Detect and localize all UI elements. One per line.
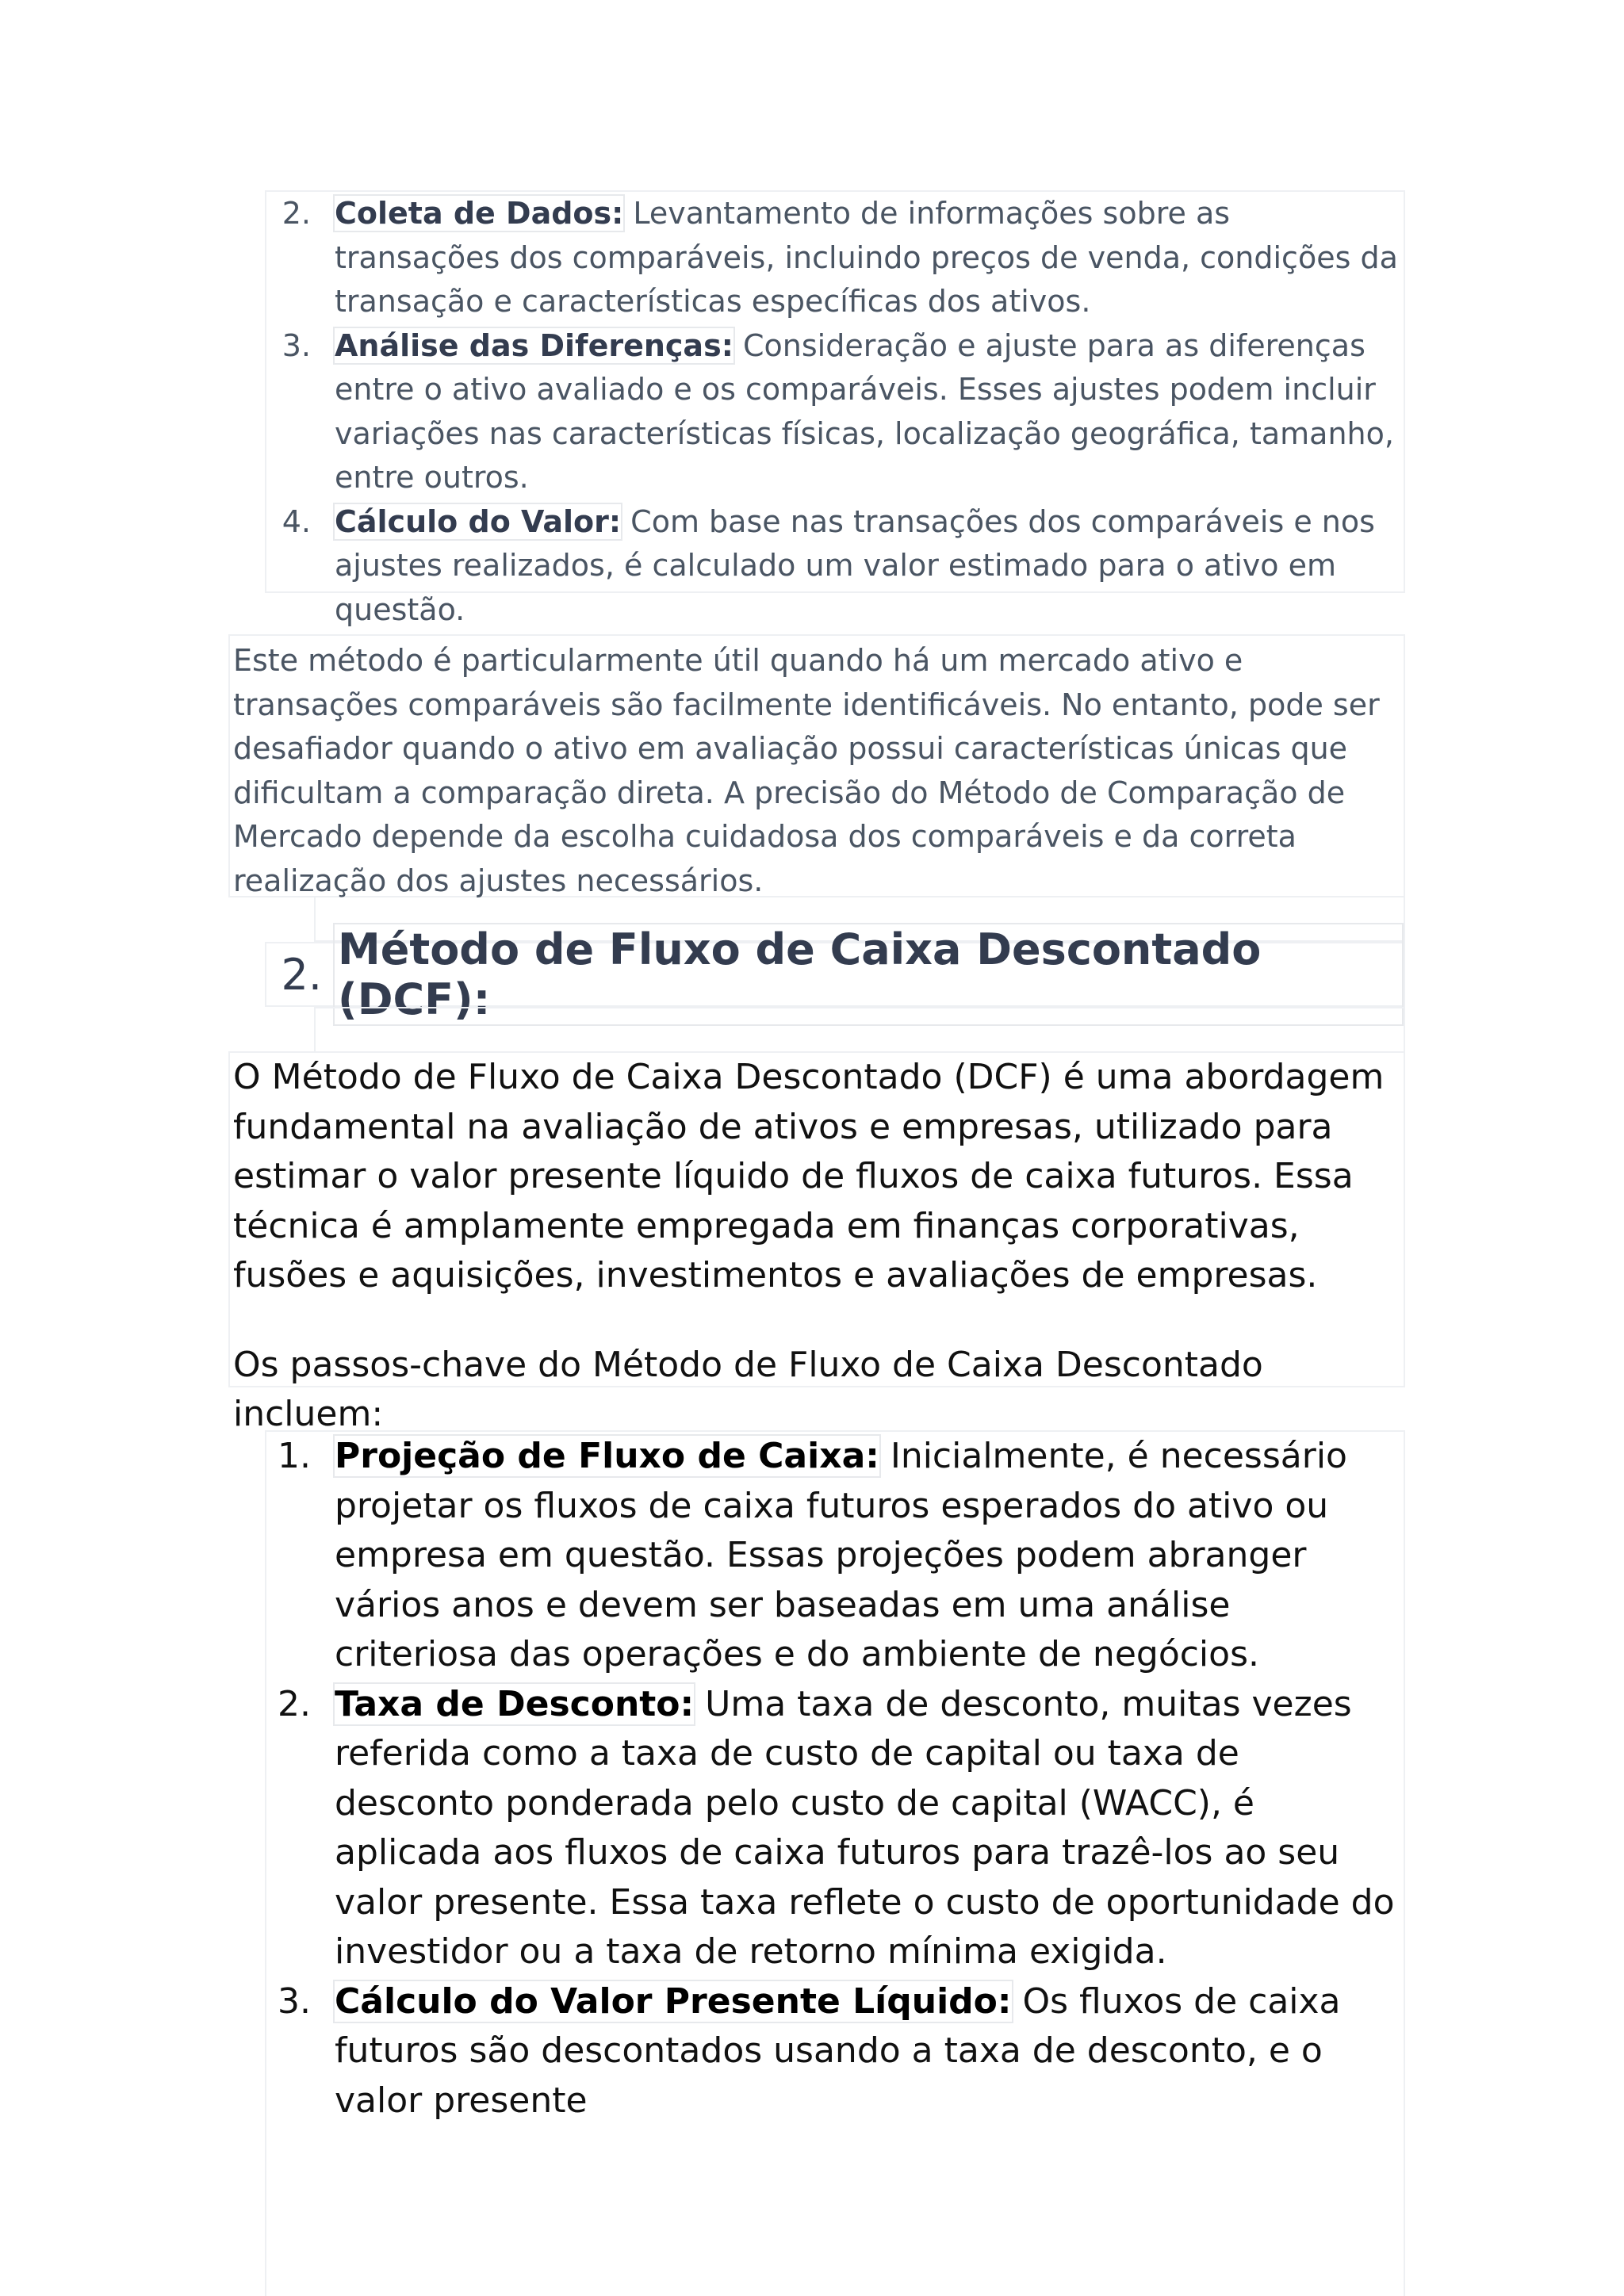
- dcf-steps-list: [265, 1430, 1405, 2296]
- list-item: [266, 1680, 1404, 1977]
- list-term: Coleta de Dados:: [335, 196, 624, 231]
- list-text: Inicialmente, é necessário projetar os fluxos de caixa futuros esperados do ativo ou empresa em questão. Essas projeções podem abranger vários anos e devem ser baseadas em uma análise criteriosa das operações e do ambiente de negócios.: [335, 1436, 1347, 1674]
- heading-number: 2.: [281, 949, 323, 1000]
- comparison-steps-list: [265, 190, 1405, 627]
- dcf-intro-paragraph: O Método de Fluxo de Caixa Descontado (DCF) é uma abordagem fundamental na avaliação de ativos e empresas, utilizado para estimar o valor presente líquido de fluxos de caixa futuros. Essa técnica é amplamente empregada em finanças corporativas, fusões e aquisições, investimentos e avaliações de empresas.: [233, 1057, 1385, 1295]
- section-heading: [265, 924, 1405, 1024]
- list-term: Análise das Diferenças:: [335, 327, 733, 363]
- list-text: Com base nas transações dos comparáveis e nos ajustes realizados, é calculado um valor estimado para o ativo em questão.: [335, 503, 1375, 627]
- list-number: 3.: [278, 1980, 311, 2022]
- list-text: Os fluxos de caixa futuros são descontados usando a taxa de desconto, e o valor presente: [335, 1980, 1341, 2121]
- market-comparison-paragraph: Este método é particularmente útil quando há um mercado ativo e transações comparáveis são facilmente identificáveis. No entanto, pode ser desafiador quando o ativo em avaliação possui características únicas que dificultam a comparação direta. A precisão do Método de Comparação de Mercado depende da escolha cuidadosa dos comparáveis e da correta realização dos ajustes necessários.: [228, 634, 1405, 897]
- list-term: Projeção de Fluxo de Caixa:: [335, 1436, 879, 1476]
- list-item: [266, 1432, 1404, 1680]
- list-number: 4.: [282, 503, 311, 539]
- list-number: 1.: [278, 1436, 311, 1476]
- list-text: Uma taxa de desconto, muitas vezes referida como a taxa de custo de capital ou taxa de desconto ponderada pelo custo de capital (WACC), é aplicada aos fluxos de caixa futuros para trazê-los ao seu valor presente. Essa taxa reflete o custo de oportunidade do investidor ou a taxa de retorno mínima exigida.: [335, 1683, 1395, 1972]
- list-text: Consideração e ajuste para as diferenças entre o ativo avaliado e os comparáveis. Esses ajustes podem incluir variações nas características físicas, localização geográfica, tamanho, entre outros.: [335, 327, 1394, 495]
- list-text: Levantamento de informações sobre as transações dos comparáveis, incluindo preços de venda, condições da transação e características específicas dos ativos.: [335, 196, 1398, 319]
- list-item: [266, 500, 1404, 633]
- list-number: 2.: [282, 196, 311, 231]
- section-spacer: [314, 1007, 1405, 1051]
- dcf-intro-block: [228, 1051, 1405, 1434]
- list-item: [266, 192, 1404, 324]
- dcf-steps-intro: Os passos-chave do Método de Fluxo de Caixa Descontado incluem:: [233, 1344, 1263, 1434]
- list-item: [266, 324, 1404, 500]
- heading-title: Método de Fluxo de Caixa Descontado (DCF):: [333, 923, 1404, 1026]
- list-number: 3.: [282, 327, 311, 363]
- list-term: Cálculo do Valor:: [335, 503, 622, 539]
- list-number: 2.: [278, 1683, 311, 1724]
- list-item: [266, 1977, 1404, 2126]
- list-term: Taxa de Desconto:: [335, 1683, 695, 1724]
- list-term: Cálculo do Valor Presente Líquido:: [335, 1980, 1012, 2022]
